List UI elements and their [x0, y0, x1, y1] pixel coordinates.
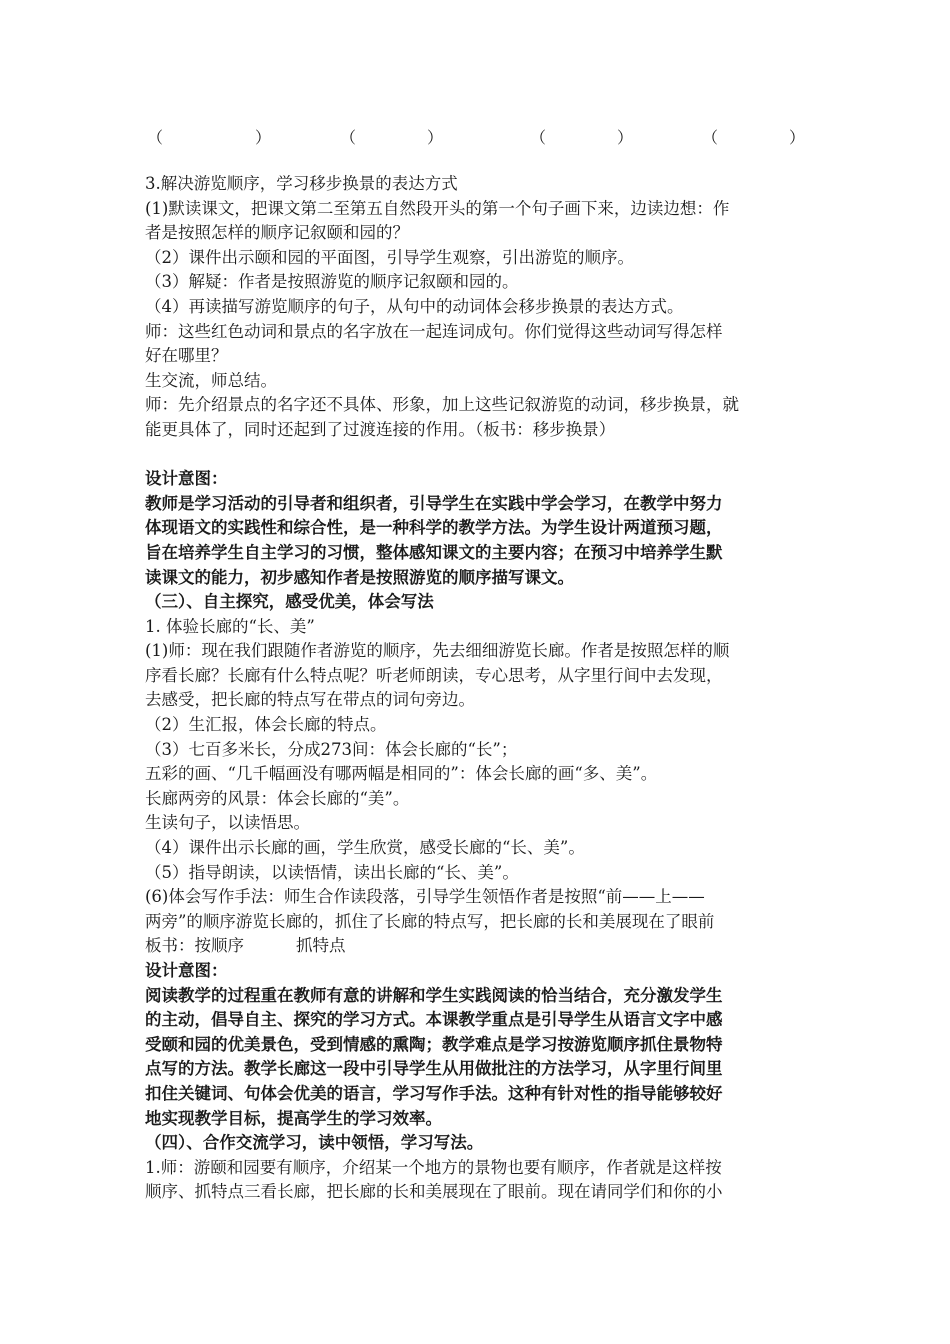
line-text: 生读句子，以读悟思。: [145, 813, 310, 833]
line-text: （2）生汇报，体会长廊的特点。: [145, 715, 387, 735]
line-text: 设计意图：: [145, 469, 228, 489]
text-line: [145, 639, 815, 664]
line-text: (1)默读课文，把课文第二至第五自然段开头的第一个句子画下来，边读边想：作: [145, 198, 730, 218]
bold-text-line: [145, 1033, 815, 1058]
text-line: [145, 836, 815, 861]
text-line: [145, 246, 815, 271]
text-line: [145, 885, 815, 910]
blank-open-paren: （: [702, 128, 719, 147]
bold-text-line: [145, 467, 815, 492]
text-line: [145, 393, 815, 418]
line-text: 生交流，师总结。: [145, 370, 277, 390]
text-line: [145, 713, 815, 738]
text-line: [145, 418, 815, 443]
bold-text-line: [145, 1082, 815, 1107]
line-text: 读课文的能力，初步感知作者是按照游览的顺序描写课文。: [145, 567, 574, 587]
text-line: [145, 910, 815, 935]
bold-text-line: [145, 590, 815, 615]
bold-text-line: [145, 1008, 815, 1033]
text-line: [145, 320, 815, 345]
document-body: [145, 172, 815, 1205]
text-line: [145, 787, 815, 812]
line-text: 阅读教学的过程重在教师有意的讲解和学生实践阅读的恰当结合，充分激发学生: [145, 985, 723, 1005]
bold-text-line: [145, 1131, 815, 1156]
text-line: [145, 688, 815, 713]
text-line: [145, 1180, 815, 1205]
bold-text-line: [145, 516, 815, 541]
text-line: [145, 344, 815, 369]
line-text: （4）课件出示长廊的画，学生欣赏，感受长廊的“长、美”。: [145, 838, 585, 858]
text-line: [145, 221, 815, 246]
blank-open-paren: （: [340, 128, 357, 147]
bold-text-line: [145, 541, 815, 566]
blank-open-paren: （: [530, 128, 547, 147]
line-text: 去感受，把长廊的特点写在带点的词句旁边。: [145, 690, 475, 710]
line-text: 教师是学习活动的引导者和组织者，引导学生在实践中学会学习，在教学中努力: [145, 493, 723, 513]
text-line: [145, 811, 815, 836]
line-text: （3）七百多米长，分成273间：体会长廊的“长”；: [145, 739, 518, 759]
line-text: 板书：按顺序: [145, 936, 244, 956]
line-text: (6)体会写作手法：师生合作读段落，引导学生领悟作者是按照“前——上——: [145, 887, 705, 907]
text-line: [145, 934, 815, 959]
line-text: 设计意图：: [145, 961, 228, 980]
line-text: 师：这些红色动词和景点的名字放在一起连词成句。你们觉得这些动词写得怎样: [145, 321, 723, 341]
text-line: [145, 369, 815, 394]
blank-close-paren: ）: [617, 128, 634, 147]
line-text: 顺序、抓特点三看长廊，把长廊的长和美展现在了眼前。现在请同学们和你的小: [145, 1182, 723, 1202]
line-text: 体现语文的实践性和综合性，是一种科学的教学方法。为学生设计两道预习题，: [145, 518, 723, 538]
text-line: [145, 172, 815, 197]
text-line: [145, 664, 815, 689]
line-text: 旨在培养学生自主学习的习惯，整体感知课文的主要内容；在预习中培养学生默: [145, 542, 723, 562]
blank-line: [145, 443, 815, 468]
line-text: （4）再读描写游览顺序的句子，从句中的动词体会移步换景的表达方式。: [145, 296, 684, 316]
line-text: 3.解决游览顺序，学习移步换景的表达方式: [145, 174, 458, 193]
line-text: （3）解疑：作者是按照游览的顺序记叙颐和园的。: [145, 272, 519, 292]
line-text: 能更具体了，同时还起到了过渡连接的作用。（板书：移步换景）: [145, 419, 616, 439]
blank-close-paren: ）: [255, 128, 272, 147]
text-line: [145, 762, 815, 787]
blank-open-paren: （: [147, 128, 164, 147]
blank-close-paren: ）: [789, 128, 806, 147]
bold-text-line: [145, 984, 815, 1009]
line-text: 1.师：游颐和园要有顺序，介绍某一个地方的景物也要有顺序，作者就是这样按: [145, 1157, 722, 1177]
line-text-2: 抓特点: [296, 936, 346, 956]
text-line: [145, 1156, 815, 1181]
line-text: 扣住关键词、句体会优美的语言，学习写作手法。这种有针对性的指导能够较好: [145, 1083, 723, 1103]
bold-text-line: [145, 959, 815, 984]
text-line: [145, 270, 815, 295]
line-text: 受颐和园的优美景色，受到情感的熏陶；教学难点是学习按游览顺序抓住景物特: [145, 1034, 723, 1054]
blank-close-paren: ）: [427, 128, 444, 147]
bold-text-line: [145, 566, 815, 591]
line-text: （三）、自主探究，感受优美，体会写法: [145, 592, 434, 612]
line-text: 两旁”的顺序游览长廊的，抓住了长廊的特点写，把长廊的长和美展现在了眼前: [145, 911, 715, 931]
text-line: [145, 615, 815, 640]
answer-blanks-row: [147, 125, 807, 147]
line-text: 1. 体验长廊的“长、美”: [145, 616, 315, 636]
text-line: [145, 738, 815, 763]
line-text: 长廊两旁的风景：体会长廊的“美”。: [145, 788, 410, 808]
bold-text-line: [145, 1107, 815, 1132]
line-text: 的主动，倡导自主、探究的学习方式。本课教学重点是引导学生从语言文字中感: [145, 1010, 723, 1030]
text-line: [145, 295, 815, 320]
bold-text-line: [145, 1057, 815, 1082]
line-text: (1)师：现在我们跟随作者游览的顺序，先去细细游览长廊。作者是按照怎样的顺: [145, 641, 730, 661]
line-text: 五彩的画、“几千幅画没有哪两幅是相同的”：体会长廊的画“多、美”。: [145, 764, 658, 784]
line-text: 序看长廊？长廊有什么特点呢？听老师朗读，专心思考，从字里行间中去发现，: [145, 665, 723, 685]
line-text: 好在哪里？: [145, 346, 228, 366]
text-line: [145, 197, 815, 222]
line-text: （5）指导朗读，以读悟情，读出长廊的“长、美”。: [145, 862, 519, 882]
line-text: （四）、合作交流学习，读中领悟，学习写法。: [145, 1133, 484, 1153]
line-text: 师：先介绍景点的名字还不具体、形象，加上这些记叙游览的动词，移步换景，就: [145, 395, 739, 415]
text-line: [145, 861, 815, 886]
line-text: 者是按照怎样的顺序记叙颐和园的？: [145, 223, 409, 243]
line-text: 地实现教学目标，提高学生的学习效率。: [145, 1108, 442, 1128]
line-text: 点写的方法。教学长廊这一段中引导学生从用做批注的方法学习，从字里行间里: [145, 1059, 723, 1079]
bold-text-line: [145, 492, 815, 517]
line-text: （2）课件出示颐和园的平面图，引导学生观察，引出游览的顺序。: [145, 247, 634, 267]
